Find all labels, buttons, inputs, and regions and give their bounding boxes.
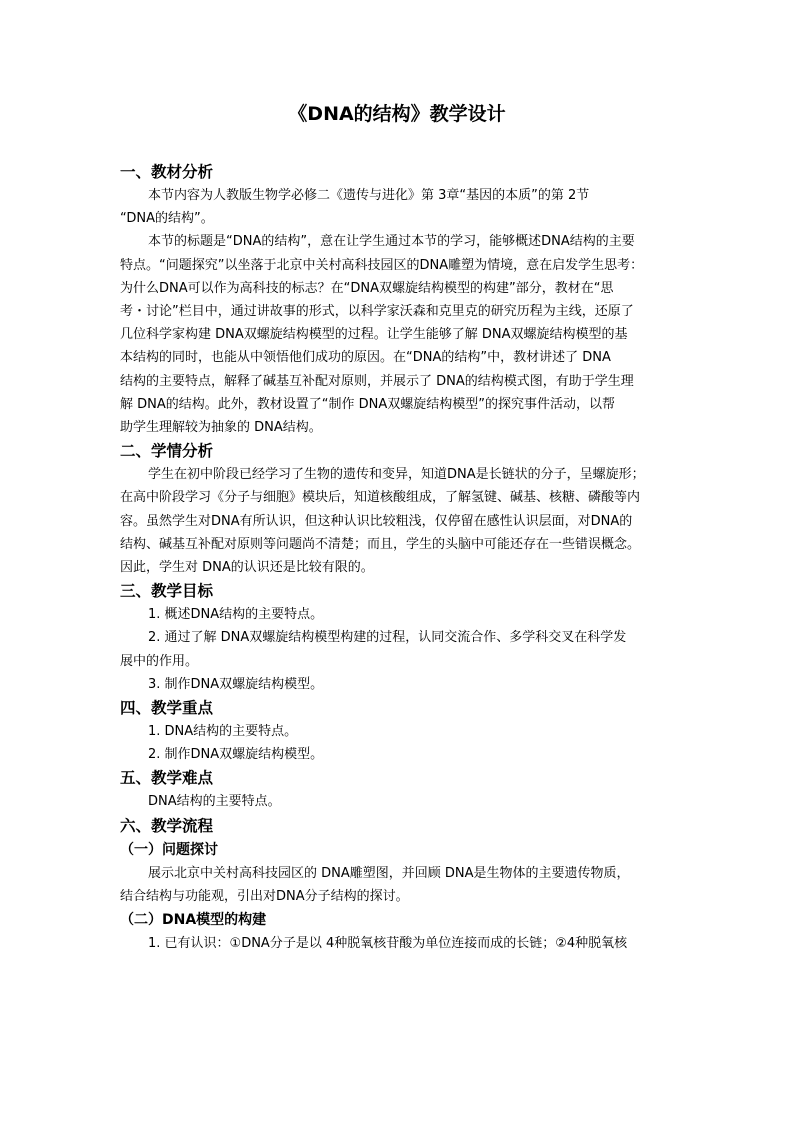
- text-line: 学生在初中阶段已经学习了生物的遗传和变异，知道DNA是长链状的分子，呈螺旋形；: [148, 467, 645, 483]
- text-line: 1. 概述DNA结构的主要特点。: [148, 607, 324, 623]
- subsection-heading-problem-discussion: （一）问题探讨: [120, 841, 218, 858]
- text-line: 助学生理解较为抽象的 DNA结构。: [120, 420, 322, 436]
- paragraph-4: [120, 862, 678, 908]
- paragraph-1: [120, 184, 678, 230]
- key-point-item-2: [120, 743, 678, 766]
- text-line: 本结构的同时，也能从中领悟他们成功的原因。在“DNA的结构”中，教材讲述了 DNA: [120, 350, 611, 366]
- section-heading-learner-analysis: 二、学情分析: [120, 442, 214, 461]
- text-line: 在高中阶段学习《分子与细胞》模块后，知道核酸组成，了解氢键、碱基、核糖、磷酸等内: [120, 490, 641, 506]
- text-line: 展中的作用。: [120, 653, 199, 669]
- text-line: 解 DNA的结构。此外，教材设置了“制作 DNA双螺旋结构模型”的探究事件活动，以帮: [120, 396, 615, 412]
- key-point-item-1: [120, 720, 678, 743]
- text-line: 结构、碱基互补配对原则等问题尚不清楚；而且，学生的头脑中可能还存在一些错误概念。: [120, 536, 641, 552]
- paragraph-2: [120, 230, 678, 439]
- subsection-heading-dna-model: （二）DNA模型的构建: [120, 912, 267, 929]
- paragraph-3: [120, 463, 678, 579]
- section-heading-key-points: 四、教学重点: [120, 699, 214, 718]
- document-body: [120, 160, 678, 955]
- text-line: 几位科学家构建 DNA双螺旋结构模型的过程。让学生能够了解 DNA双螺旋结构模型的基: [120, 327, 628, 343]
- text-line: “DNA的结构”。: [120, 211, 214, 227]
- section-heading-difficulties: 五、教学难点: [120, 769, 214, 788]
- text-line: 2. 通过了解 DNA双螺旋结构模型构建的过程，认同交流合作、多学科交叉在科学发: [148, 630, 627, 646]
- text-line: 本节内容为人教版生物学必修二《遗传与进化》第 3章“基因的本质”的第 2节: [148, 188, 590, 203]
- text-line: 因此，学生对 DNA的认识还是比较有限的。: [120, 560, 374, 576]
- text-line: 考・讨论”栏目中，通过讲故事的形式，以科学家沃森和克里克的研究历程为主线，还原了: [120, 304, 634, 320]
- document-title: 《DNA的结构》教学设计: [288, 103, 506, 125]
- text-line: DNA结构的主要特点。: [148, 794, 281, 810]
- text-line: 本节的标题是“DNA的结构”，意在让学生通过本节的学习，能够概述DNA结构的主要: [148, 234, 635, 250]
- text-line: 容。虽然学生对DNA有所认识，但这种认识比较粗浅，仅停留在感性认识层面，对DNA的: [120, 513, 633, 529]
- section-heading-teaching-process: 六、教学流程: [120, 816, 214, 835]
- text-line: 结构的主要特点，解释了碱基互补配对原则，并展示了 DNA的结构模式图，有助于学生理: [120, 373, 634, 389]
- paragraph-5: [120, 932, 678, 955]
- difficulty-text: [120, 790, 678, 813]
- goal-item-2: [120, 626, 678, 672]
- text-line: 为什么DNA可以作为高科技的标志？在“DNA双螺旋结构模型的构建”部分，教材在“思: [120, 280, 614, 296]
- text-line: 特点。“问题探究”以坐落于北京中关村高科技园区的DNA雕塑为情境，意在启发学生思考：: [120, 257, 644, 273]
- goal-item-1: [120, 603, 678, 626]
- section-heading-material-analysis: 一、教材分析: [120, 163, 214, 181]
- goal-item-3: [120, 673, 678, 696]
- text-line: 1. 已有认识：①DNA分子是以 4种脱氧核苷酸为单位连接而成的长链；②4种脱氧核: [148, 936, 628, 952]
- text-line: 结合结构与功能观，引出对DNA分子结构的探讨。: [120, 888, 409, 904]
- text-line: 2. 制作DNA双螺旋结构模型。: [148, 747, 324, 763]
- text-line: 展示北京中关村高科技园区的 DNA雕塑图，并回顾 DNA是生物体的主要遗传物质，: [148, 865, 630, 881]
- section-heading-teaching-goals: 三、教学目标: [120, 582, 214, 601]
- text-line: 1. DNA结构的主要特点。: [148, 724, 298, 740]
- text-line: 3. 制作DNA双螺旋结构模型。: [148, 676, 324, 692]
